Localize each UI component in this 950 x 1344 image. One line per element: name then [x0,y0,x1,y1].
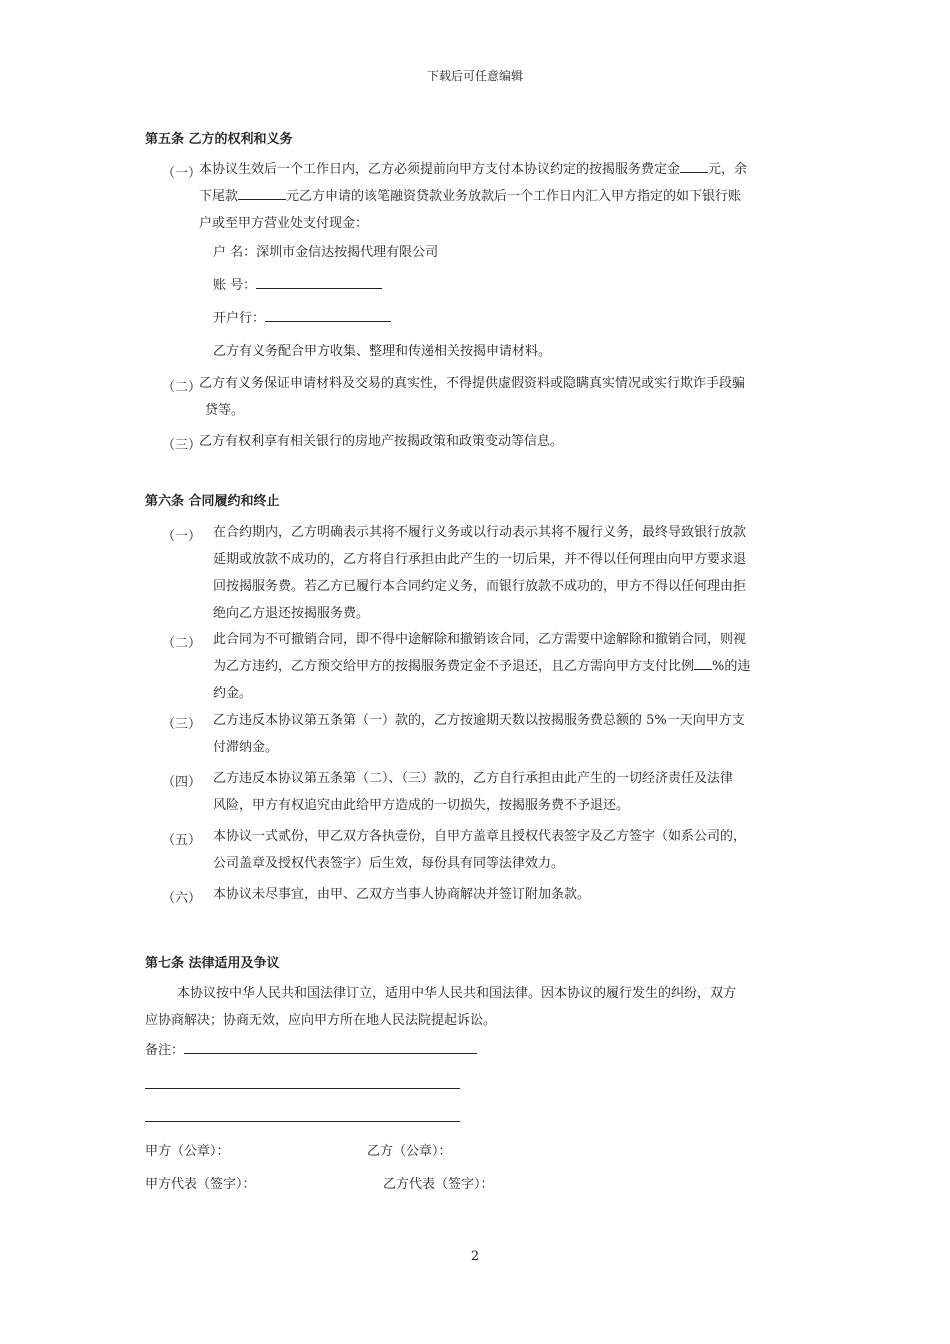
item1-text-a: 本协议生效后一个工作日内，乙方必须提前向甲方支付本协议约定的按揭服务费定金 [199,162,681,177]
article5-item1-number: （一） [162,166,202,181]
article5-item2 [199,370,819,424]
article5-item1 [199,156,819,237]
article7-title: 第七条 法律适用及争议 [145,956,280,971]
article5-title: 第五条 乙方的权利和义务 [145,132,293,147]
article6-item1-line4: 绝向乙方退还按揭服务费。 [213,606,370,621]
penalty-percent-suffix: %的违 [712,659,751,674]
remarks-blank [184,1040,477,1054]
item2-line2: 贷等。 [205,403,245,418]
article6-item3 [213,707,823,761]
article6-item2-number: （二） [162,636,202,651]
article6-item6: 本协议未尽事宜，由甲、乙双方当事人协商解决并签订附加条款。 [213,887,591,902]
article6-item5 [213,823,823,877]
article6-item6-number: （六） [162,891,202,906]
item1-text-c: 下尾款 [199,189,239,204]
article6-item2 [213,626,823,707]
article6-item3-number: （三） [162,717,202,732]
bank-label: 开户行： [213,311,266,326]
account-number-label: 账 号： [213,278,257,293]
article6-item1-line3: 回按揭服务费。若乙方已履行本合同约定义务，而银行放款不成功的，甲方不得以任何理由拒 [213,579,747,594]
item1-text-b: 元，余 [708,162,748,177]
article6-item2-line1: 此合同为不可撤销合同，即不得中途解除和撤销该合同，乙方需要中途解除和撤销合同，则视 [213,632,747,647]
article6-item1-number: （一） [162,529,202,544]
account-name: 户 名：深圳市金信达按揭代理有限公司 [213,245,439,260]
bank-blank [265,308,391,322]
party-b-seal: 乙方（公章）： [367,1144,452,1159]
remarks-label: 备注： [145,1043,185,1058]
party-b-representative: 乙方代表（签字）： [383,1177,494,1192]
article6-item5-line2: 公司盖章及授权代表签字）后生效，每份具有同等法律效力。 [213,856,565,871]
item2-line1: 乙方有义务保证申请材料及交易的真实性，不得提供虚假资料或隐瞒真实情况或实行欺诈手段骗 [199,376,746,391]
article6-item1 [213,519,823,627]
article6-item4-line2: 风险，甲方有权追究由此给甲方造成的一切损失，按揭服务费不予退还。 [213,798,630,813]
duty-note: 乙方有义务配合甲方收集、整理和传递相关按揭申请材料。 [213,344,552,359]
penalty-percent-blank [694,656,712,670]
article6-item3-line1: 乙方违反本协议第五条第（一）款的，乙方按逾期天数以按揭服务费总额的 5%一天向甲方支 [213,713,745,728]
article6-item5-number: （五） [162,833,202,848]
article5-item3-number: （三） [162,438,202,453]
party-a-seal: 甲方（公章）： [145,1144,230,1159]
item1-text-e: 户或至甲方营业处支付现金： [199,216,369,231]
account-number-row [213,272,382,299]
article6-item3-line2: 付滞纳金。 [213,740,279,755]
party-a-representative: 甲方代表（签字）： [145,1177,256,1192]
article6-item1-line2: 延期或放款不成功的，乙方将自行承担由此产生的一切后果，并不得以任何理由向甲方要求退 [213,552,747,567]
bank-row [213,305,391,332]
article7-line2: 应协商解决；协商无效，应向甲方所在地人民法院提起诉讼。 [145,1013,497,1028]
remarks-line-2 [145,1088,460,1089]
article5-item2-number: （二） [162,380,202,395]
remarks-row [145,1037,477,1064]
remarks-line-3 [145,1121,460,1122]
header-note: 下载后可任意编辑 [426,69,523,83]
article6-item1-line1: 在合约期内，乙方明确表示其将不履行义务或以行动表示其将不履行义务，最终导致银行放款 [213,525,747,540]
page-number: 2 [470,1249,480,1264]
article6-item2-line2 [213,653,823,680]
article6-item5-line1: 本协议一式贰份，甲乙双方各执壹份，自甲方盖章且授权代表签字及乙方签字（如系公司的， [213,829,747,844]
article6-item2-line2-text: 为乙方违约，乙方预交给甲方的按揭服务费定金不予退还，且乙方需向甲方支付比例 [213,659,695,674]
article6-item4-line1: 乙方违反本协议第五条第（二）、（三）款的，乙方自行承担由此产生的一切经济责任及法律 [213,771,734,786]
article6-item2-line3: 约金。 [213,686,253,701]
article5-item3: 乙方有权利享有相关银行的房地产按揭政策和政策变动等信息。 [199,434,564,449]
article7-line1: 本协议按中华人民共和国法律订立，适用中华人民共和国法律。因本协议的履行发生的纠纷，双方 [177,986,737,1001]
deposit-amount-blank [680,159,708,173]
article6-item4 [213,765,823,819]
account-number-blank [256,275,382,289]
article6-title: 第六条 合同履约和终止 [145,494,280,509]
item1-text-d: 元乙方申请的该笔融资贷款业务放款后一个工作日内汇入甲方指定的如下银行账 [286,189,742,204]
article6-item4-number: （四） [162,775,202,790]
balance-amount-blank [238,186,286,200]
